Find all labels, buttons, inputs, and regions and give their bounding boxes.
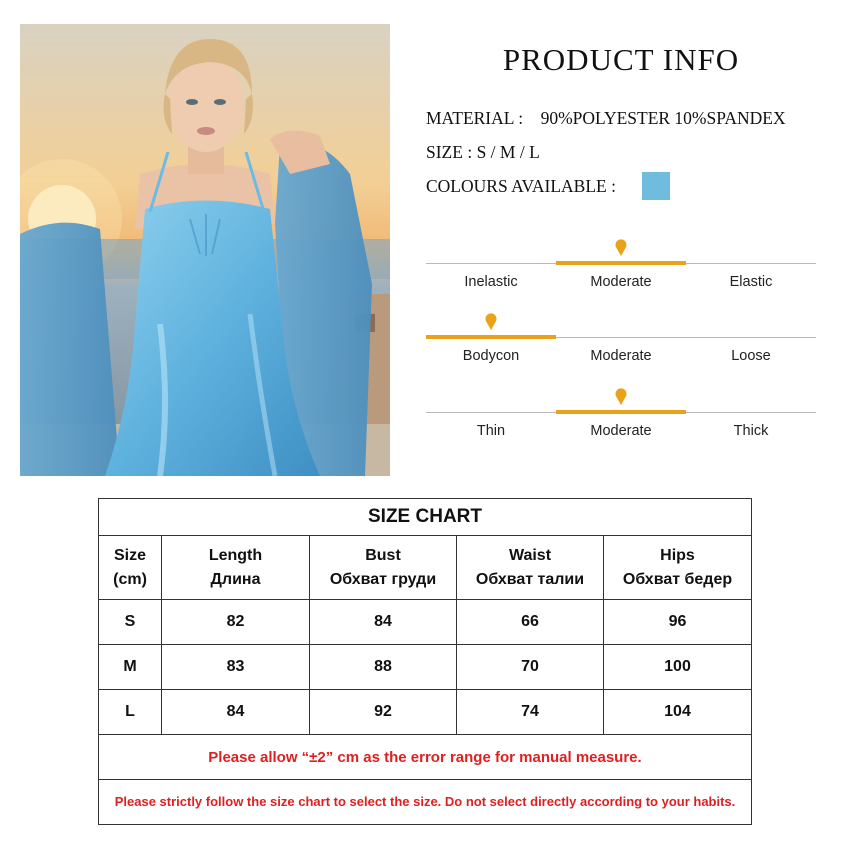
table-cell: 100	[604, 645, 752, 690]
table-cell: S	[99, 600, 162, 645]
table-header-row	[99, 536, 752, 600]
scale-highlight	[556, 261, 686, 265]
scale-label-low: Thin	[476, 423, 506, 439]
table-row	[99, 690, 752, 735]
measurement-error-note: Please allow “±2” cm as the error range for manual measure.	[99, 735, 752, 780]
table-cell: 70	[457, 645, 604, 690]
table-cell: 104	[604, 690, 752, 735]
scale-label-high: Elastic	[729, 274, 773, 290]
location-pin-icon	[484, 313, 498, 331]
column-header-bust: Bust Обхват груди	[310, 536, 457, 600]
thickness-scale	[426, 400, 816, 450]
scale-label-low: Bodycon	[462, 348, 520, 364]
table-row	[99, 645, 752, 690]
table-row	[99, 600, 752, 645]
colours-label: COLOURS AVAILABLE :	[426, 176, 616, 196]
table-cell: 84	[310, 600, 457, 645]
size-label: SIZE :	[426, 142, 473, 162]
size-value: S / M / L	[476, 142, 540, 162]
location-pin-icon	[614, 239, 628, 257]
scale-label-mid: Moderate	[590, 274, 652, 290]
table-cell: 84	[162, 690, 310, 735]
size-selection-note: Please strictly follow the size chart to select the size. Do not select directly according to your habits.	[99, 780, 752, 825]
scale-label-low: Inelastic	[464, 274, 518, 290]
scale-highlight	[556, 410, 686, 414]
table-cell: 66	[457, 600, 604, 645]
size-chart-title: SIZE CHART	[99, 499, 752, 536]
table-cell: 74	[457, 690, 604, 735]
colours-line	[426, 176, 616, 197]
model-illustration	[20, 24, 390, 476]
column-header-size: Size (cm)	[99, 536, 162, 600]
material-line	[426, 108, 786, 129]
elasticity-scale	[426, 251, 816, 301]
material-label: MATERIAL :	[426, 108, 524, 128]
material-value: 90%POLYESTER 10%SPANDEX	[540, 108, 786, 128]
table-cell: 96	[604, 600, 752, 645]
table-cell: 88	[310, 645, 457, 690]
table-cell: L	[99, 690, 162, 735]
location-pin-icon	[614, 388, 628, 406]
colour-swatch-blue[interactable]	[642, 172, 670, 200]
scale-label-mid: Moderate	[590, 423, 652, 439]
product-info-title: PRODUCT INFO	[502, 42, 740, 77]
scale-label-mid: Moderate	[590, 348, 652, 364]
scale-label-high: Loose	[731, 348, 771, 364]
fit-scale	[426, 325, 816, 375]
table-cell: 83	[162, 645, 310, 690]
column-header-waist: Waist Обхват талии	[457, 536, 604, 600]
table-cell: M	[99, 645, 162, 690]
scale-highlight	[426, 335, 556, 339]
table-cell: 92	[310, 690, 457, 735]
column-header-length: Length Длина	[162, 536, 310, 600]
scale-label-high: Thick	[733, 423, 769, 439]
table-cell: 82	[162, 600, 310, 645]
product-photo	[20, 24, 390, 476]
column-header-hips: Hips Обхват бедер	[604, 536, 752, 600]
size-chart-table	[98, 498, 752, 825]
size-line	[426, 142, 540, 163]
